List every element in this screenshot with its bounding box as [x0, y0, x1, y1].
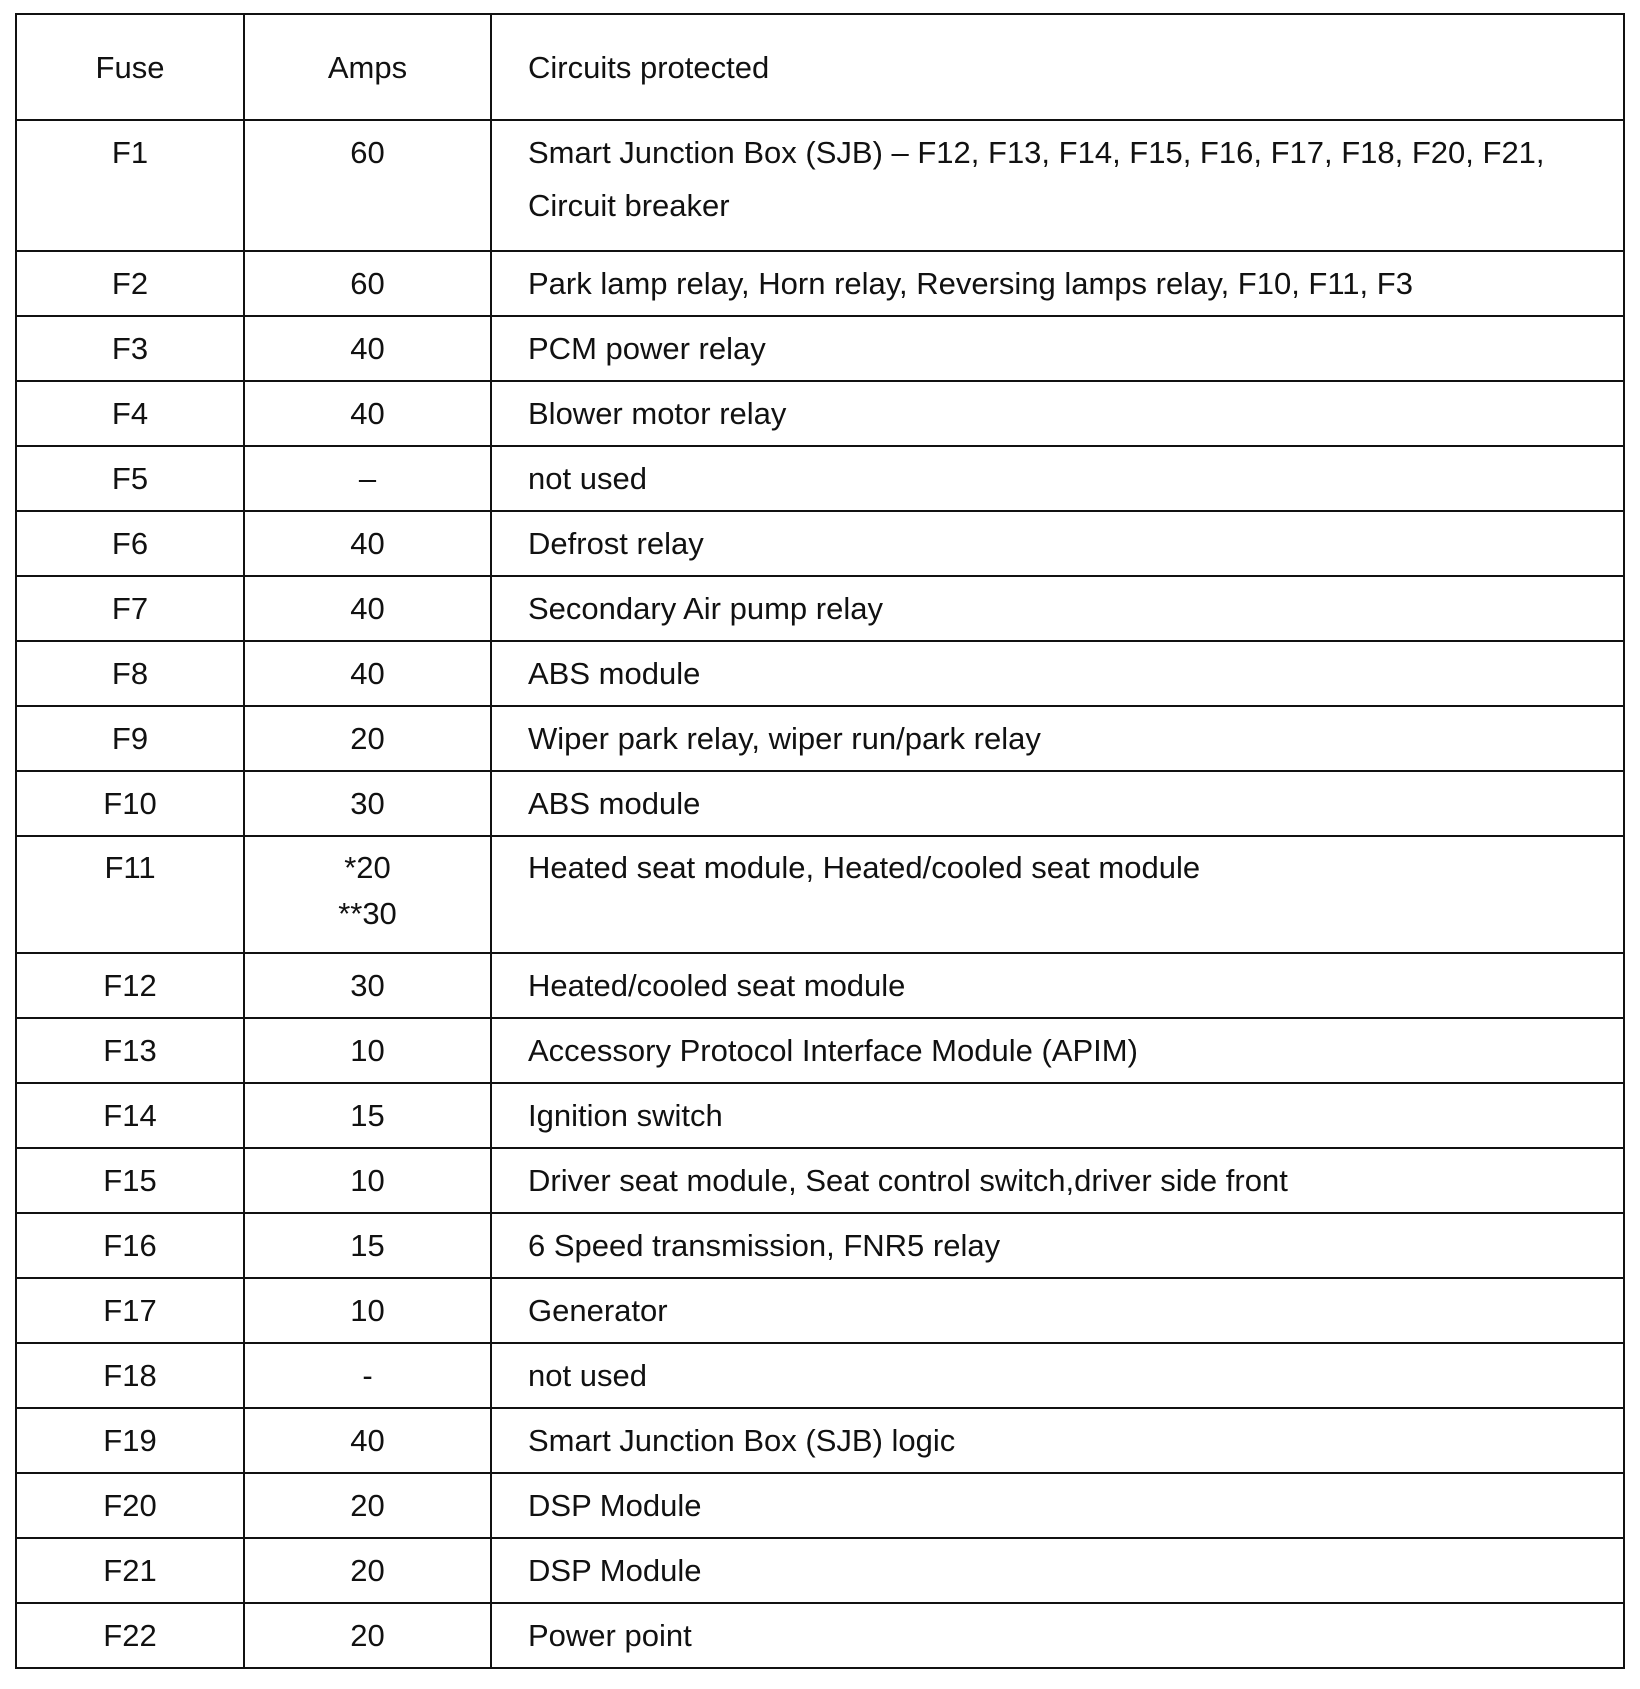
circuits-cell: Wiper park relay, wiper run/park relay [491, 706, 1624, 771]
circuits-cell: DSP Module [491, 1538, 1624, 1603]
table-row [16, 1603, 1624, 1668]
table-row [16, 120, 1624, 251]
table-row [16, 446, 1624, 511]
circuits-cell: Ignition switch [491, 1083, 1624, 1148]
table-row [16, 1148, 1624, 1213]
circuits-cell: Heated seat module, Heated/cooled seat module [491, 836, 1624, 953]
circuits-cell: Blower motor relay [491, 381, 1624, 446]
fuse-cell: F12 [16, 953, 244, 1018]
table-row [16, 836, 1624, 953]
amps-value: *20 [344, 850, 391, 885]
table-row [16, 1083, 1624, 1148]
circuits-cell: ABS module [491, 641, 1624, 706]
table-row [16, 771, 1624, 836]
circuits-cell: not used [491, 446, 1624, 511]
circuits-cell: Defrost relay [491, 511, 1624, 576]
fuse-table [15, 13, 1625, 1669]
circuits-cell: Smart Junction Box (SJB) logic [491, 1408, 1624, 1473]
fuse-cell: F5 [16, 446, 244, 511]
fuse-cell: F7 [16, 576, 244, 641]
amps-cell: 20 [244, 706, 491, 771]
circuits-cell: not used [491, 1343, 1624, 1408]
amps-cell: 20 [244, 1473, 491, 1538]
fuse-cell: F8 [16, 641, 244, 706]
amps-cell: 30 [244, 953, 491, 1018]
table-row [16, 511, 1624, 576]
circuits-cell: Power point [491, 1603, 1624, 1668]
fuse-cell: F11 [16, 836, 244, 953]
fuse-cell: F10 [16, 771, 244, 836]
table-header-row [16, 14, 1624, 120]
fuse-cell: F18 [16, 1343, 244, 1408]
amps-cell [244, 836, 491, 953]
table-row [16, 381, 1624, 446]
fuse-cell: F3 [16, 316, 244, 381]
amps-cell: 40 [244, 1408, 491, 1473]
amps-cell: 15 [244, 1213, 491, 1278]
amps-cell: 40 [244, 576, 491, 641]
amps-cell: 10 [244, 1018, 491, 1083]
amps-cell: 40 [244, 316, 491, 381]
fuse-cell: F4 [16, 381, 244, 446]
amps-value: **30 [338, 896, 397, 931]
amps-cell: 10 [244, 1278, 491, 1343]
amps-cell: 40 [244, 641, 491, 706]
fuse-cell: F6 [16, 511, 244, 576]
amps-cell: 10 [244, 1148, 491, 1213]
table-row [16, 251, 1624, 316]
circuits-cell: Accessory Protocol Interface Module (APIM) [491, 1018, 1624, 1083]
amps-cell: 20 [244, 1603, 491, 1668]
table-row [16, 1538, 1624, 1603]
circuits-cell: DSP Module [491, 1473, 1624, 1538]
fuse-cell: F15 [16, 1148, 244, 1213]
table-row [16, 641, 1624, 706]
table-row [16, 1408, 1624, 1473]
fuse-cell: F13 [16, 1018, 244, 1083]
fuse-cell: F20 [16, 1473, 244, 1538]
table-row [16, 1213, 1624, 1278]
amps-cell: 20 [244, 1538, 491, 1603]
table-row [16, 576, 1624, 641]
table-row [16, 706, 1624, 771]
table-row [16, 1343, 1624, 1408]
fuse-cell: F9 [16, 706, 244, 771]
circuits-cell: 6 Speed transmission, FNR5 relay [491, 1213, 1624, 1278]
circuits-cell: Park lamp relay, Horn relay, Reversing lamps relay, F10, F11, F3 [491, 251, 1624, 316]
circuits-cell: Smart Junction Box (SJB) – F12, F13, F14, F15, F16, F17, F18, F20, F21, Circuit breaker [491, 120, 1624, 251]
circuits-cell: Heated/cooled seat module [491, 953, 1624, 1018]
fuse-cell: F22 [16, 1603, 244, 1668]
circuits-cell: Driver seat module, Seat control switch,driver side front [491, 1148, 1624, 1213]
circuits-cell: PCM power relay [491, 316, 1624, 381]
fuse-cell: F17 [16, 1278, 244, 1343]
circuits-cell: Generator [491, 1278, 1624, 1343]
table-row [16, 1278, 1624, 1343]
amps-cell: 30 [244, 771, 491, 836]
fuse-cell: F14 [16, 1083, 244, 1148]
fuse-cell: F1 [16, 120, 244, 251]
header-amps: Amps [244, 14, 491, 120]
table-row [16, 1018, 1624, 1083]
amps-cell: 40 [244, 381, 491, 446]
circuits-cell: Secondary Air pump relay [491, 576, 1624, 641]
fuse-cell: F2 [16, 251, 244, 316]
amps-cell: 60 [244, 251, 491, 316]
amps-cell: - [244, 1343, 491, 1408]
amps-cell: 40 [244, 511, 491, 576]
amps-cell: 60 [244, 120, 491, 251]
circuits-cell: ABS module [491, 771, 1624, 836]
table-row [16, 316, 1624, 381]
amps-cell: – [244, 446, 491, 511]
amps-cell: 15 [244, 1083, 491, 1148]
fuse-cell: F16 [16, 1213, 244, 1278]
table-row [16, 953, 1624, 1018]
fuse-cell: F21 [16, 1538, 244, 1603]
header-fuse: Fuse [16, 14, 244, 120]
table-row [16, 1473, 1624, 1538]
header-circuits: Circuits protected [491, 14, 1624, 120]
fuse-cell: F19 [16, 1408, 244, 1473]
